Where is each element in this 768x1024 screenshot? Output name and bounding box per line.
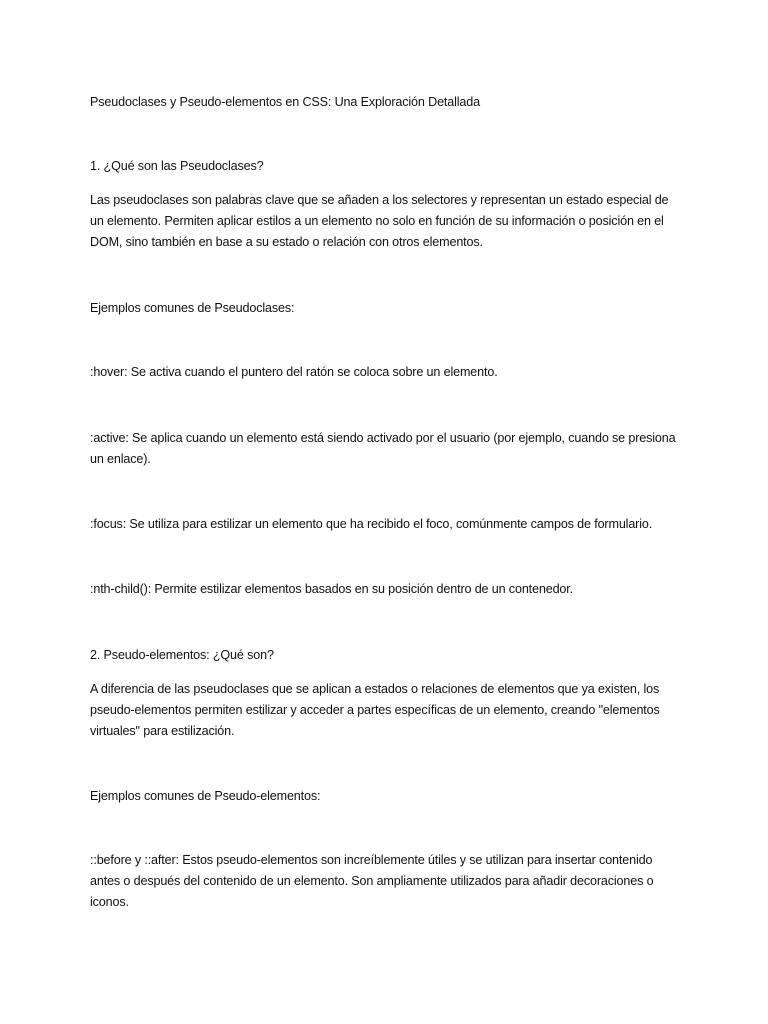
- example-hover: :hover: Se activa cuando el puntero del ratón se coloca sobre un elemento.: [90, 365, 498, 379]
- section-2-paragraph: A diferencia de las pseudoclases que se aplican a estados o relaciones de elementos que ya existen, los pseudo-elementos permiten estilizar y acceder a partes específicas de un elemento, creando "elementos virtuales" para estilización.: [90, 682, 660, 738]
- document-title: Pseudoclases y Pseudo-elementos en CSS: Una Exploración Detallada: [90, 95, 480, 109]
- example-focus: :focus: Se utiliza para estilizar un elemento que ha recibido el foco, comúnmente campos de formulario.: [90, 517, 653, 531]
- example-nth-child: :nth-child(): Permite estilizar elementos basados en su posición dentro de un contenedor.: [90, 582, 573, 596]
- section-1-paragraph: Las pseudoclases son palabras clave que se añaden a los selectores y representan un estado especial de un elemento. Permiten aplicar estilos a un elemento no solo en función de su información o posición en el DOM, sino también en base a su estado o relación con otros elementos.: [90, 193, 669, 249]
- example-before-after: ::before y ::after: Estos pseudo-elementos son increíblemente útiles y se utilizan para insertar contenido antes o después del contenido de un elemento. Son ampliamente utilizados para añadir decoraciones o iconos.: [90, 853, 654, 909]
- pseudoclass-examples-heading: Ejemplos comunes de Pseudoclases:: [90, 301, 295, 315]
- section-2-heading: 2. Pseudo-elementos: ¿Qué son?: [90, 648, 274, 662]
- section-1-heading: 1. ¿Qué son las Pseudoclases?: [90, 159, 264, 173]
- pseudoelement-examples-heading: Ejemplos comunes de Pseudo-elementos:: [90, 789, 321, 803]
- example-active: :active: Se aplica cuando un elemento está siendo activado por el usuario (por ejemplo, cuando se presiona un enlace).: [90, 431, 676, 466]
